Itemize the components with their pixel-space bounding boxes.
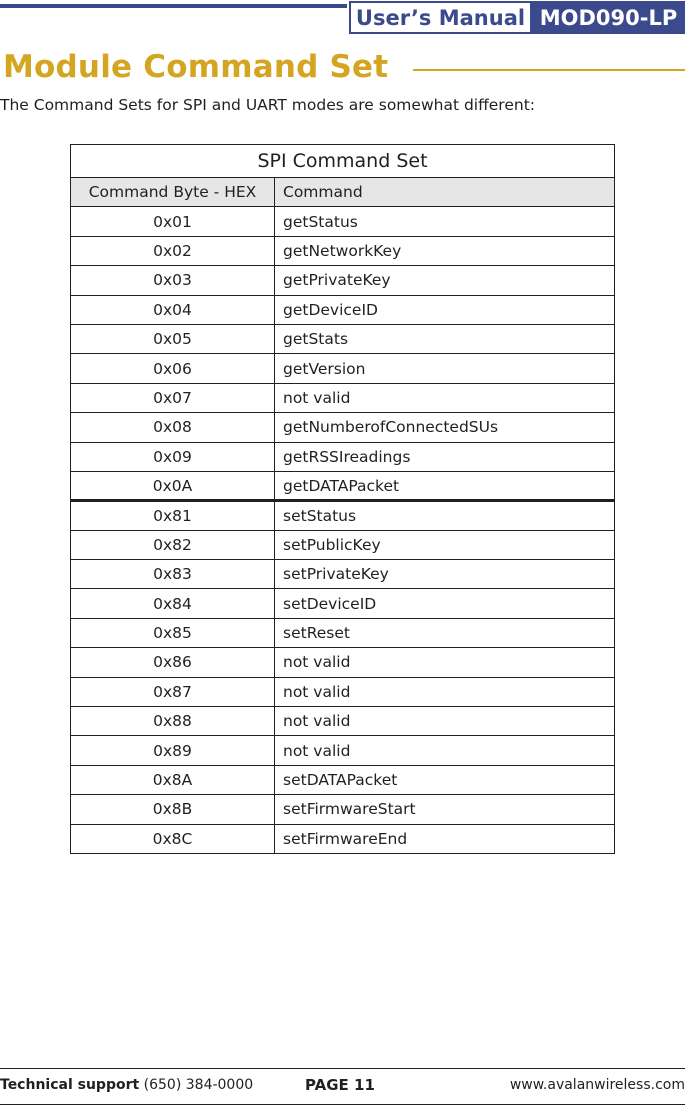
command-byte-cell: 0x85: [71, 618, 275, 647]
table-row: [71, 324, 615, 353]
command-byte-cell: 0x09: [71, 442, 275, 471]
users-manual-label: User’s Manual: [349, 1, 532, 34]
spi-command-table: [70, 144, 615, 854]
title-rule: [413, 69, 685, 71]
table-row: [71, 824, 615, 853]
command-name-cell: getDeviceID: [275, 295, 615, 324]
command-byte-cell: 0x03: [71, 266, 275, 295]
command-name-cell: getStats: [275, 324, 615, 353]
command-byte-cell: 0x83: [71, 560, 275, 589]
command-byte-cell: 0x87: [71, 677, 275, 706]
command-name-cell: getPrivateKey: [275, 266, 615, 295]
table-row: [71, 383, 615, 412]
command-name-cell: not valid: [275, 736, 615, 765]
command-byte-cell: 0x8B: [71, 795, 275, 824]
table-row: [71, 442, 615, 471]
command-name-cell: setFirmwareStart: [275, 795, 615, 824]
command-name-cell: getNetworkKey: [275, 236, 615, 265]
command-name-cell: getStatus: [275, 207, 615, 236]
command-byte-cell: 0x07: [71, 383, 275, 412]
footer-rule-bottom: [0, 1104, 685, 1105]
command-name-cell: setStatus: [275, 501, 615, 530]
tech-support-label: Technical support: [0, 1077, 140, 1093]
table-row: [71, 236, 615, 265]
table-row: [71, 795, 615, 824]
command-byte-cell: 0x8C: [71, 824, 275, 853]
command-name-cell: getVersion: [275, 354, 615, 383]
command-byte-cell: 0x01: [71, 207, 275, 236]
command-byte-cell: 0x84: [71, 589, 275, 618]
command-byte-cell: 0x82: [71, 530, 275, 559]
table-row: [71, 207, 615, 236]
table-row: [71, 648, 615, 677]
command-byte-cell: 0x06: [71, 354, 275, 383]
table-row: [71, 618, 615, 647]
command-byte-cell: 0x88: [71, 707, 275, 736]
command-name-cell: getNumberofConnectedSUs: [275, 413, 615, 442]
command-name-cell: not valid: [275, 648, 615, 677]
command-byte-cell: 0x08: [71, 413, 275, 442]
command-name-cell: setDATAPacket: [275, 765, 615, 794]
command-byte-cell: 0x04: [71, 295, 275, 324]
command-name-cell: not valid: [275, 383, 615, 412]
command-name-cell: getDATAPacket: [275, 471, 615, 500]
table-row: [71, 677, 615, 706]
command-byte-cell: 0x8A: [71, 765, 275, 794]
page-number: PAGE 11: [305, 1076, 375, 1094]
table-row: [71, 589, 615, 618]
column-header-hex: Command Byte - HEX: [71, 178, 275, 207]
footer-rule-top: [0, 1068, 685, 1069]
table-caption: SPI Command Set: [71, 145, 615, 178]
command-name-cell: setDeviceID: [275, 589, 615, 618]
table-row: [71, 530, 615, 559]
command-byte-cell: 0x89: [71, 736, 275, 765]
table-row: [71, 266, 615, 295]
table-row: [71, 354, 615, 383]
command-name-cell: not valid: [275, 677, 615, 706]
table-row: [71, 560, 615, 589]
command-name-cell: not valid: [275, 707, 615, 736]
command-byte-cell: 0x0A: [71, 471, 275, 500]
header-rule: [0, 4, 347, 8]
command-name-cell: setFirmwareEnd: [275, 824, 615, 853]
command-byte-cell: 0x02: [71, 236, 275, 265]
command-byte-cell: 0x05: [71, 324, 275, 353]
tech-support-phone: (650) 384-0000: [143, 1077, 254, 1093]
command-name-cell: setReset: [275, 618, 615, 647]
table-row: [71, 707, 615, 736]
table-body: [71, 207, 615, 854]
command-byte-cell: 0x81: [71, 501, 275, 530]
command-name-cell: getRSSIreadings: [275, 442, 615, 471]
table-row: [71, 736, 615, 765]
command-name-cell: setPrivateKey: [275, 560, 615, 589]
tech-support: [0, 1077, 253, 1093]
table-row: [71, 765, 615, 794]
table-row: [71, 413, 615, 442]
intro-text: The Command Sets for SPI and UART modes are somewhat different:: [0, 96, 535, 114]
page-title: Module Command Set: [3, 49, 389, 85]
table-row: [71, 501, 615, 530]
command-byte-cell: 0x86: [71, 648, 275, 677]
command-name-cell: setPublicKey: [275, 530, 615, 559]
column-header-command: Command: [275, 178, 615, 207]
table-row: [71, 295, 615, 324]
model-label: MOD090-LP: [532, 1, 685, 34]
website-link[interactable]: www.avalanwireless.com: [509, 1077, 685, 1093]
table-row: [71, 471, 615, 500]
